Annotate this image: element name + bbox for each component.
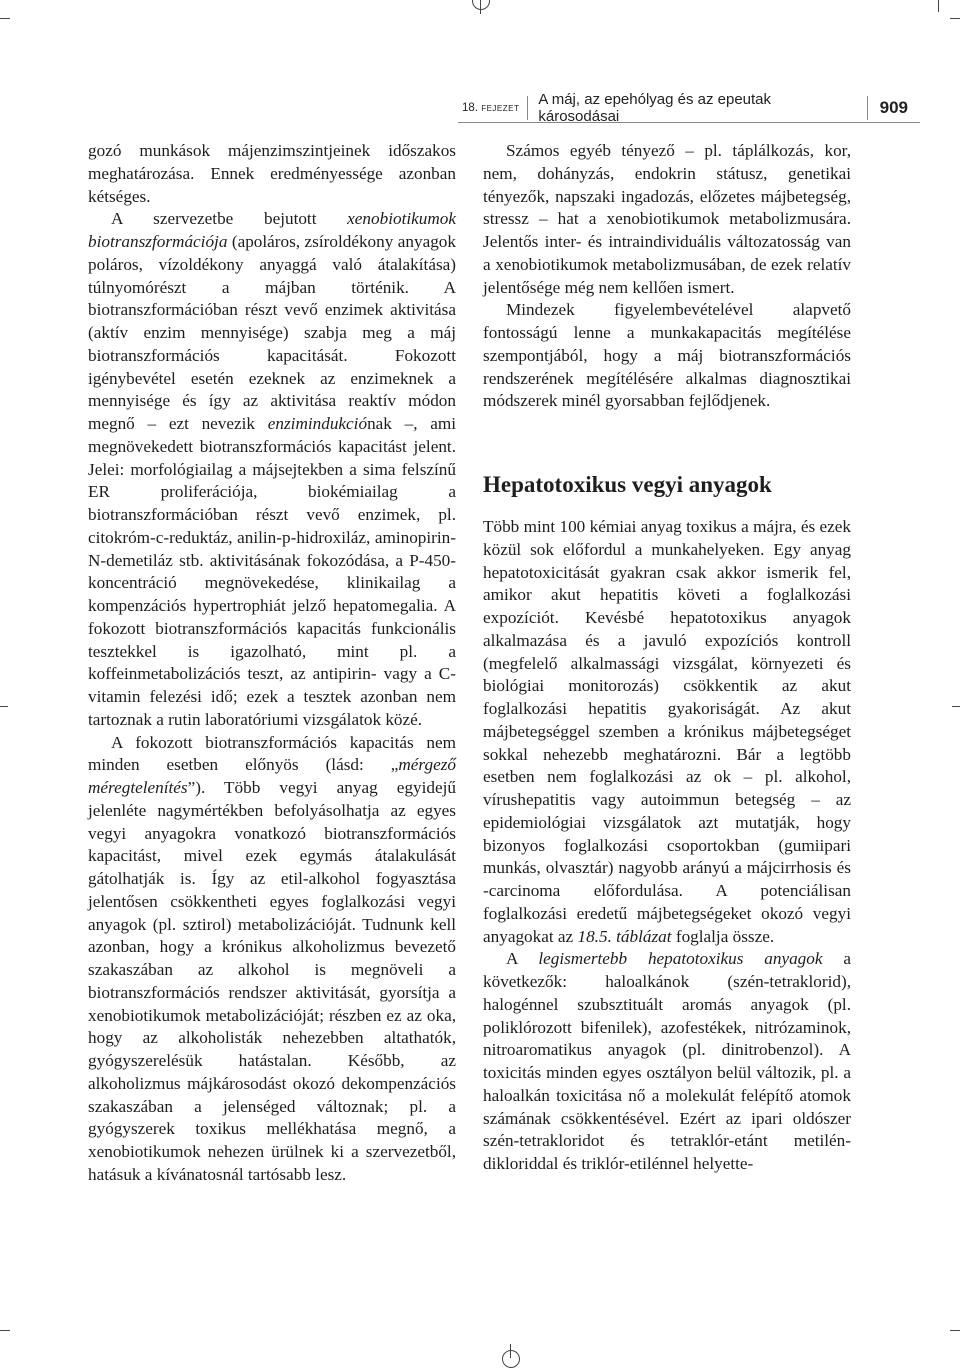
table-reference: 18.5. táblázat (577, 926, 672, 946)
italic-term: mérgező méregtelenítés (88, 755, 456, 797)
paragraph-biotransformation (88, 208, 456, 731)
text-run: (apoláros, zsíroldékony anyagok poláros, vízoldékony anyaggá való átalakítása) túlnyomórészt a májban történik. A biotranszformációban részt vevő enzimek aktivitása (aktív enzim mennyisége) szabja meg a máj biotranszformációs kapacitását. Fokozott igénybevétel esetén ezeknek az enzimeknek a mennyisége és így az aktivitása reaktív módon megnő – ezt nevezik (88, 232, 456, 433)
page-number: 909 (879, 98, 908, 117)
text-run: A fokozott biotranszformációs kapacitás nem minden esetben előnyös (lásd: „ (88, 732, 456, 775)
right-column (483, 140, 851, 1176)
side-mark-left (0, 706, 8, 707)
registration-crosshair-bottom (502, 1350, 520, 1368)
crop-mark-left-vertical (938, 0, 939, 12)
side-mark-right (952, 706, 960, 707)
chapter-marker (458, 102, 527, 114)
chapter-title: A máj, az epehólyag és az epeutak károsodásai (538, 91, 772, 125)
crop-mark-bottom-left (0, 1330, 10, 1331)
crop-mark-top-right (950, 18, 960, 19)
text-run: foglalja össze. (671, 926, 775, 946)
paragraph-factors: Számos egyéb tényező – pl. táplálkozás, kor, nem, dohányzás, endokrin státusz, genetikai tényezők, napszaki ingadozás, előzetes májbetegség, stressz – hat a xenobiotikumok metabolizmusára. Jelentős inter- és intraindividuális változatosság van a xenobiotikumok metabolizmusában, de ezek relatív jelentősége még nem kellően ismert. (483, 141, 851, 297)
crop-mark-bottom-right (950, 1330, 960, 1331)
text-run: nak –, ami megnövekedett biotranszformációs kapacitást jelent. Jelei: morfológiailag a májsejtekben a sima felszínű ER proliferációja, biokémiailag a biotranszformációban részt vevő enzimek, pl. citokróm-c-reduktáz, anilin-p-hidroxiláz, aminopirin-N-demetiláz stb. aktivitásának fokozódása, a P-450-koncentráció megnövekedése, klinikailag a kompenzációs hypertrophiát jelző hepatomegalia. A fokozott biotranszformációs kapacitás funkcionális tesztekkel is igazolható, mint pl. a koffeinmetabolizációs teszt, az antipirin- vagy a C-vitamin felezési idő; ezek a tesztek azonban nem tartoznak a rutin laboratóriumi vizsgálatok közé. (88, 414, 456, 729)
italic-term: enzimindukció (267, 414, 368, 433)
chapter-number: 18. (462, 102, 478, 114)
running-header (458, 91, 920, 125)
left-column (88, 140, 456, 1187)
text-run: A (506, 949, 539, 969)
text-run: A szervezetbe bejutott (111, 209, 348, 229)
text-run: ”). Több vegyi anyag egyidejű jelenléte nagymértékben befolyásolhatja az egyes vegyi anyagokra vonatkozó biotranszformációs kapacitást, mivel ezek egymás átalakulását gátolhatják is. Így az etil-alkohol fogyasztása jelentősen csökkentheti egyes foglalkozási vegyi anyagok (pl. sztirol) metabolizációját. Tudnunk kell azonban, hogy a krónikus alkoholizmus bevezető szakaszában az alkohol is megnöveli a biotranszformációs rendszer aktivitását, gyorsítja a xenobiotikumok metabolizációját; részben ez az oka, hogy az alkoholisták nehezebben altathatók, gyógyszerelésük hatástalan. Később, az alkoholizmus májkárosodást okozó dekompenzációs szakaszában a jelenséged változnak; pl. a gyógyszerek toxikus mellékhatása megnő, a xenobiotikumok nehezen ürülnek ki a szervezetből, hatásuk a kívánatosnál tartósabb lesz. (88, 778, 456, 1184)
italic-term: xenobiotikumok biotranszformációja (88, 209, 456, 251)
text-run: a következők: haloalkánok (szén-tetraklorid), halogénnel szubsztituált aromás anyagok (pl. poliklórozott bifenilek), azofestékek, nitrózaminok, nitroaromatikus anyagok (pl. dinitrobenzol). A toxicitás minden egyes osztályon belül változik, pl. a haloalkán toxicitása nő a molekulát felépítő atomok számának csökkentésével. Ezért az ipari oldószer szén-tetrakloridot és tetraklór-etánt metilén-dikloriddal és triklór-etilénnel helyette- (483, 949, 851, 1173)
text-run: Több mint 100 kémiai anyag toxikus a májra, és ezek közül sok előfordul a munkahelyeken. Egy anyag hepatotoxicitását gyakran csak akkor ismerik fel, amikor akut hepatitis követi a foglalkozási expozíciót. Kevésbé hepatotoxikus anyagok alkalmazása és a javuló expozíciós kontroll (megfelelő alkalmassági vizsgálat, környezeti és biológiai monitorozás) csökkentik az akut foglalkozási hepatitis gyakoriságát. Az akut májbetegséggel szemben a krónikus májbetegséget sokkal nehezebb meghatározni. Bár a legtöbb esetben nem foglalkozási az ok – pl. alkohol, vírushepatitis vagy autoimmun betegség – az epidemiológiai vizsgálatok azt mutatják, hogy bizonyos foglalkozási csoportokban (gumiipari munkás, olvasztár) nagyobb arányú a májcirrhosis és -carcinoma előfordulása. A potenciálisan foglalkozási eredetű májbetegségeket okozó vegyi anyagokat az (483, 517, 851, 946)
paragraph-capacity (88, 732, 456, 1187)
paragraph-known-substances (483, 948, 851, 1176)
section-heading: Hepatotoxikus vegyi anyagok (483, 472, 772, 497)
paragraph-diagnostics: Mindezek figyelembevételével alapvető fontosságú lenne a munkakapacitás megítélése szempontjából, hogy a máj biotranszformációs rendszerének megítélésére alkalmas diagnosztikai módszerek minél gyorsabban fejlődjenek. (483, 300, 851, 411)
italic-term: legismertebb hepatotoxikus anyagok (538, 949, 823, 969)
chapter-label: FEJEZET (481, 104, 520, 113)
crop-mark-top-left (0, 18, 10, 19)
paragraph-continued: gozó munkások májenzimszintjeinek időszakos meghatározása. Ennek eredményessége azonban kétséges. (88, 141, 456, 206)
paragraph-hepatotoxic-intro (483, 516, 851, 948)
registration-crosshair-top (472, 0, 490, 10)
